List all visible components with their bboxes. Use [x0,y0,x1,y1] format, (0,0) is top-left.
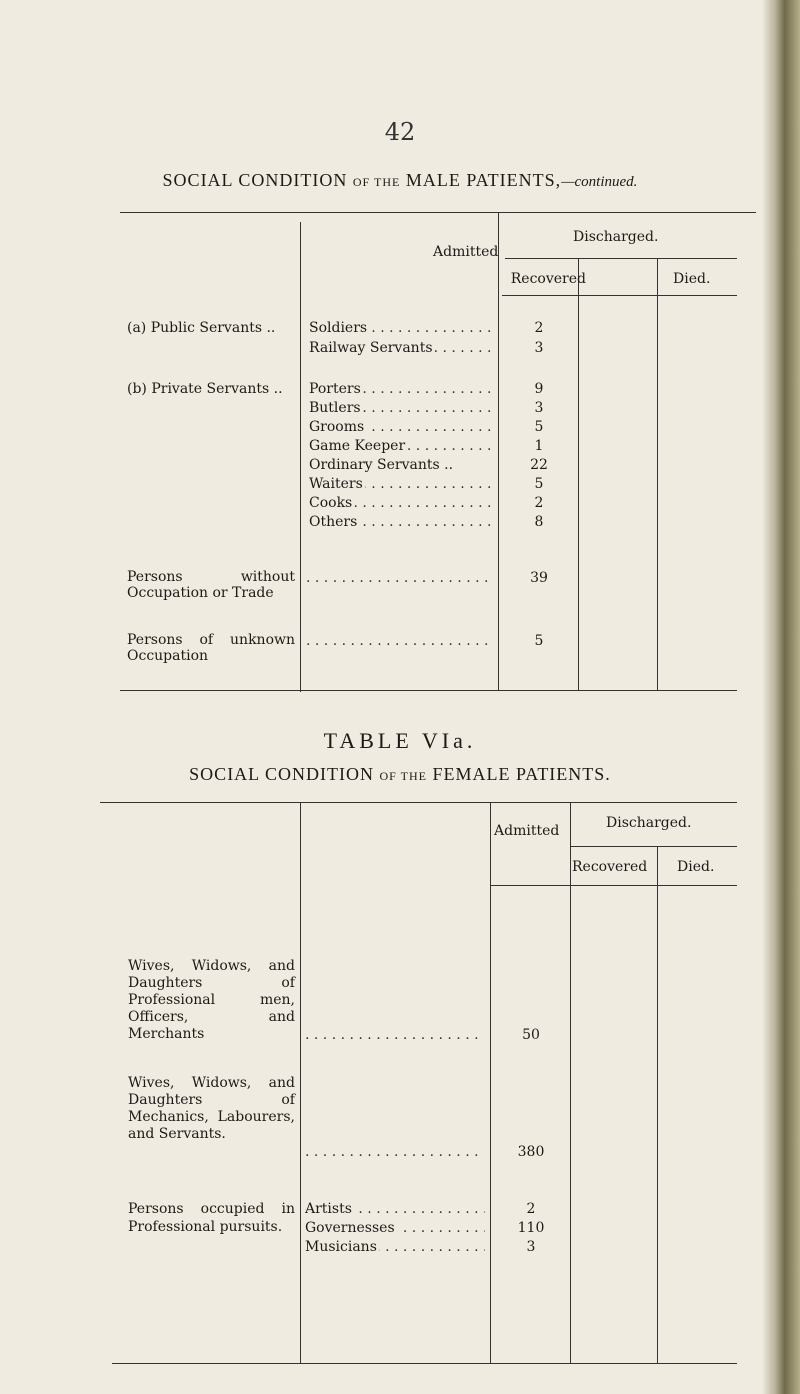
rule [120,212,756,213]
admitted-value: 22 [530,457,548,473]
header-recovered: Recovered [572,859,648,875]
group-label: Wives, Widows, and Daughters of Professional men, Officers, and Merchants [128,958,295,1042]
admitted-value: 2 [526,1201,536,1217]
leader-dots [306,632,491,650]
admitted-value: 5 [534,419,544,435]
rule [505,258,737,259]
header-discharged: Discharged. [606,815,692,831]
table-row: Governesses . . . [305,1219,485,1237]
admitted-value: 3 [526,1239,536,1255]
group-label: (b) Private Servants .. [127,381,283,397]
table-row: Grooms . . . [309,418,491,436]
group-label: (a) Public Servants .. [127,320,276,336]
table-number: TABLE VIa. [323,728,477,753]
rule [300,802,301,1363]
table-row: Waiters . . . [309,475,491,493]
rule [578,258,579,690]
page-edge [762,0,800,1394]
female-table-title: SOCIAL CONDITION OF THE FEMALE PATIENTS. [189,764,611,784]
admitted-value: 2 [534,320,544,336]
admitted-value: 3 [534,400,544,416]
table-row: Ordinary Servants .. [309,457,454,473]
admitted-value: 110 [517,1220,545,1236]
table-row: Soldiers . . . [309,319,491,337]
leader-dots [306,569,491,587]
header-admitted: Admitted [433,244,499,260]
rule [657,846,658,1363]
rule [657,258,658,690]
page-number: 42 [384,118,416,146]
rule [502,295,737,296]
admitted-value: 380 [517,1144,545,1160]
admitted-value: 5 [534,476,544,492]
table-row: Porters . . . [309,380,491,398]
rule [300,222,301,692]
header-died: Died. [673,271,711,287]
rule [112,1363,737,1364]
group-label: Persons of unknown Occupation [127,632,295,664]
header-died: Died. [677,859,715,875]
rule [570,802,571,1363]
rule [120,690,737,691]
admitted-value: 3 [534,340,544,356]
table-row: Railway Servants . . . [309,339,491,357]
group-label: Wives, Widows, and Daughters of Mechanics, Labourers, and Servants. [128,1075,295,1142]
header-discharged: Discharged. [573,229,659,245]
table-row: Cooks . . . [309,494,491,512]
male-table-title: SOCIAL CONDITION OF THE MALE PATIENTS,—continued. [162,170,638,190]
admitted-value: 2 [534,495,544,511]
admitted-value: 9 [534,381,544,397]
admitted-value: 39 [530,570,548,586]
table-row: Butlers . . . [309,399,491,417]
group-label: Persons occupied in Professional pursuits. [128,1201,295,1235]
header-admitted: Admitted [494,823,560,839]
table-row: Musicians . . . [305,1238,485,1256]
table-row: Game Keeper . . . [309,437,491,455]
admitted-value: 5 [534,633,544,649]
header-recovered: Recovered [510,271,586,287]
admitted-value: 1 [534,438,544,454]
rule [570,846,737,847]
group-label: Persons without Occupation or Trade [127,569,295,601]
admitted-value: 8 [534,514,544,530]
rule [498,212,499,690]
rule [490,802,491,1363]
rule [100,802,737,803]
admitted-value: 50 [522,1027,540,1043]
rule [490,885,737,886]
leader-dots [305,1026,480,1044]
leader-dots [305,1143,480,1161]
table-row: Others . . . [309,513,491,531]
table-row: Artists . . . [305,1200,485,1218]
